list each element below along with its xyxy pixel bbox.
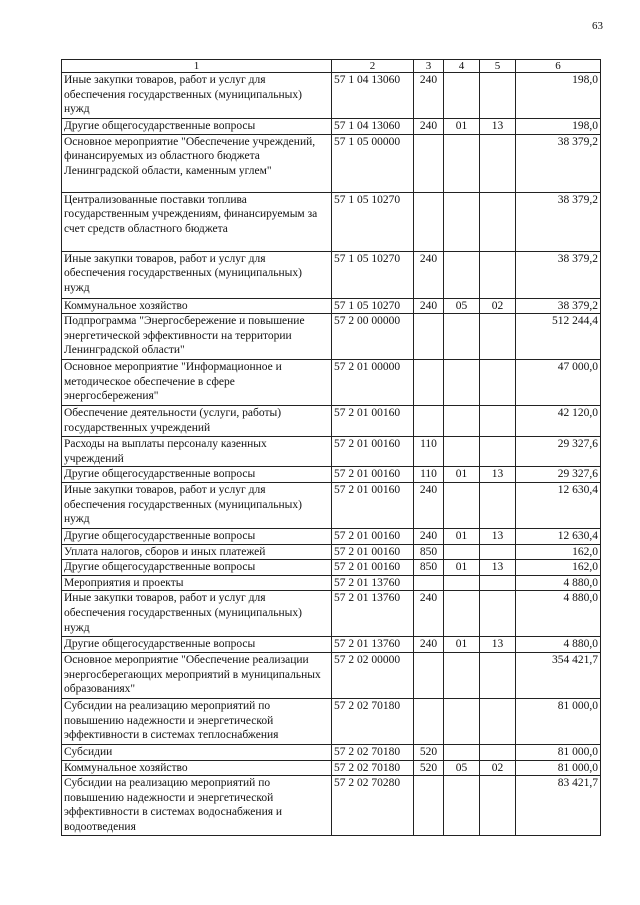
column-header-6: 6	[516, 60, 601, 73]
row-code: 57 2 02 70180	[332, 744, 414, 760]
row-name: Расходы на выплаты персоналу казенных учреждений	[62, 437, 332, 467]
row-name: Основное мероприятие "Информационное и методическое обеспечение в сфере энергосбережения"	[62, 360, 332, 406]
row-subsection	[480, 652, 516, 698]
row-expense-type	[414, 575, 444, 591]
table-row	[62, 482, 601, 528]
row-code: 57 2 01 00000	[332, 360, 414, 406]
row-expense-type: 110	[414, 467, 444, 483]
row-amount: 81 000,0	[516, 744, 601, 760]
row-section: 05	[444, 760, 480, 776]
row-amount: 38 379,2	[516, 134, 601, 192]
row-subsection: 13	[480, 119, 516, 135]
row-subsection	[480, 134, 516, 192]
row-section	[444, 744, 480, 760]
row-subsection	[480, 591, 516, 637]
row-amount: 81 000,0	[516, 698, 601, 744]
column-header-3: 3	[414, 60, 444, 73]
row-code: 57 2 02 70180	[332, 698, 414, 744]
row-subsection	[480, 575, 516, 591]
row-name: Иные закупки товаров, работ и услуг для обеспечения государственных (муниципальных) нужд	[62, 251, 332, 298]
row-code: 57 1 04 13060	[332, 73, 414, 119]
row-subsection: 02	[480, 760, 516, 776]
table-row	[62, 73, 601, 119]
row-expense-type: 850	[414, 544, 444, 560]
row-amount: 42 120,0	[516, 406, 601, 437]
row-name: Субсидии на реализацию мероприятий по повышению надежности и энергетической эффективности в системах водоснабжения и водоотведения	[62, 776, 332, 835]
row-section	[444, 251, 480, 298]
table-row	[62, 652, 601, 698]
row-subsection	[480, 744, 516, 760]
row-expense-type: 240	[414, 637, 444, 653]
row-subsection	[480, 437, 516, 467]
row-amount: 162,0	[516, 544, 601, 560]
row-name: Обеспечение деятельности (услуги, работы) государственных учреждений	[62, 406, 332, 437]
row-subsection	[480, 482, 516, 528]
row-subsection	[480, 776, 516, 835]
table-row	[62, 251, 601, 298]
row-name: Другие общегосударственные вопросы	[62, 637, 332, 653]
row-amount: 47 000,0	[516, 360, 601, 406]
table-row	[62, 134, 601, 192]
row-section	[444, 360, 480, 406]
row-expense-type: 240	[414, 298, 444, 314]
row-amount: 81 000,0	[516, 760, 601, 776]
row-name: Другие общегосударственные вопросы	[62, 119, 332, 135]
row-expense-type	[414, 134, 444, 192]
row-name: Другие общегосударственные вопросы	[62, 528, 332, 544]
row-expense-type: 520	[414, 760, 444, 776]
row-name: Иные закупки товаров, работ и услуг для обеспечения государственных (муниципальных) нужд	[62, 591, 332, 637]
table-row	[62, 637, 601, 653]
row-code: 57 2 02 70180	[332, 760, 414, 776]
row-name: Иные закупки товаров, работ и услуг для обеспечения государственных (муниципальных) нужд	[62, 73, 332, 119]
row-amount: 354 421,7	[516, 652, 601, 698]
row-expense-type: 520	[414, 744, 444, 760]
row-section	[444, 314, 480, 360]
row-section	[444, 575, 480, 591]
row-section	[444, 652, 480, 698]
row-code: 57 2 01 00160	[332, 482, 414, 528]
table-row	[62, 360, 601, 406]
row-code: 57 2 01 00160	[332, 560, 414, 576]
row-section: 01	[444, 528, 480, 544]
row-expense-type	[414, 652, 444, 698]
column-header-2: 2	[332, 60, 414, 73]
row-expense-type: 240	[414, 482, 444, 528]
row-subsection	[480, 192, 516, 251]
row-amount: 4 880,0	[516, 591, 601, 637]
row-name: Основное мероприятие "Обеспечение реализации энергосберегающих мероприятий в муниципальных образованиях"	[62, 652, 332, 698]
row-name: Другие общегосударственные вопросы	[62, 560, 332, 576]
row-section: 01	[444, 467, 480, 483]
row-subsection	[480, 544, 516, 560]
row-code: 57 2 02 00000	[332, 652, 414, 698]
row-expense-type	[414, 406, 444, 437]
row-section: 05	[444, 298, 480, 314]
row-code: 57 2 01 00160	[332, 406, 414, 437]
row-amount: 198,0	[516, 119, 601, 135]
row-code: 57 2 01 13760	[332, 637, 414, 653]
row-expense-type	[414, 698, 444, 744]
row-subsection: 13	[480, 467, 516, 483]
row-amount: 38 379,2	[516, 251, 601, 298]
row-amount: 4 880,0	[516, 637, 601, 653]
row-section	[444, 591, 480, 637]
row-name: Мероприятия и проекты	[62, 575, 332, 591]
row-section: 01	[444, 119, 480, 135]
table-row	[62, 406, 601, 437]
row-name: Другие общегосударственные вопросы	[62, 467, 332, 483]
row-expense-type: 850	[414, 560, 444, 576]
row-expense-type	[414, 314, 444, 360]
row-code: 57 2 02 70280	[332, 776, 414, 835]
table-header-row	[62, 60, 601, 73]
table-row	[62, 698, 601, 744]
row-name: Подпрограмма "Энергосбережение и повышение энергетической эффективности на территории Ленинградской области"	[62, 314, 332, 360]
row-section	[444, 544, 480, 560]
row-name: Субсидии	[62, 744, 332, 760]
row-section	[444, 698, 480, 744]
row-section	[444, 73, 480, 119]
row-section	[444, 437, 480, 467]
row-code: 57 1 05 10270	[332, 298, 414, 314]
row-name: Основное мероприятие "Обеспечение учреждений, финансируемых из областного бюджета Ленинградской области, каменным углем"	[62, 134, 332, 192]
row-section: 01	[444, 637, 480, 653]
row-subsection	[480, 360, 516, 406]
table-row	[62, 467, 601, 483]
row-expense-type: 240	[414, 528, 444, 544]
row-code: 57 2 01 00160	[332, 528, 414, 544]
page-number: 63	[592, 20, 603, 32]
row-expense-type: 240	[414, 251, 444, 298]
table-row	[62, 591, 601, 637]
row-code: 57 2 01 00160	[332, 437, 414, 467]
row-code: 57 2 01 13760	[332, 575, 414, 591]
row-code: 57 2 01 00160	[332, 467, 414, 483]
row-subsection: 13	[480, 560, 516, 576]
row-expense-type: 240	[414, 591, 444, 637]
row-name: Субсидии на реализацию мероприятий по повышению надежности и энергетической эффективности в системах теплоснабжения	[62, 698, 332, 744]
table-row	[62, 437, 601, 467]
row-amount: 162,0	[516, 560, 601, 576]
column-header-1: 1	[62, 60, 332, 73]
row-section	[444, 482, 480, 528]
row-code: 57 2 01 00160	[332, 544, 414, 560]
table-row	[62, 119, 601, 135]
table-row	[62, 314, 601, 360]
row-section: 01	[444, 560, 480, 576]
row-name: Коммунальное хозяйство	[62, 298, 332, 314]
row-amount: 38 379,2	[516, 298, 601, 314]
row-subsection: 13	[480, 637, 516, 653]
table-row	[62, 575, 601, 591]
row-code: 57 2 00 00000	[332, 314, 414, 360]
row-subsection	[480, 73, 516, 119]
column-header-4: 4	[444, 60, 480, 73]
row-amount: 29 327,6	[516, 467, 601, 483]
table-row	[62, 298, 601, 314]
row-section	[444, 134, 480, 192]
column-header-5: 5	[480, 60, 516, 73]
row-code: 57 1 05 10270	[332, 251, 414, 298]
row-amount: 38 379,2	[516, 192, 601, 251]
table-row	[62, 760, 601, 776]
row-expense-type: 240	[414, 73, 444, 119]
row-expense-type	[414, 776, 444, 835]
row-name: Централизованные поставки топлива государственным учреждениям, финансируемым за счет средств областного бюджета	[62, 192, 332, 251]
row-section	[444, 406, 480, 437]
row-code: 57 2 01 13760	[332, 591, 414, 637]
row-subsection	[480, 406, 516, 437]
row-subsection	[480, 698, 516, 744]
row-code: 57 1 05 00000	[332, 134, 414, 192]
table-row	[62, 560, 601, 576]
row-subsection	[480, 251, 516, 298]
table-row	[62, 528, 601, 544]
table-row	[62, 544, 601, 560]
row-name: Уплата налогов, сборов и иных платежей	[62, 544, 332, 560]
row-section	[444, 192, 480, 251]
row-amount: 12 630,4	[516, 528, 601, 544]
row-amount: 198,0	[516, 73, 601, 119]
table-row	[62, 776, 601, 835]
table-row	[62, 192, 601, 251]
row-amount: 4 880,0	[516, 575, 601, 591]
row-code: 57 1 04 13060	[332, 119, 414, 135]
row-amount: 512 244,4	[516, 314, 601, 360]
row-subsection: 02	[480, 298, 516, 314]
row-amount: 29 327,6	[516, 437, 601, 467]
row-expense-type: 240	[414, 119, 444, 135]
row-name: Коммунальное хозяйство	[62, 760, 332, 776]
budget-table	[61, 59, 601, 836]
row-name: Иные закупки товаров, работ и услуг для обеспечения государственных (муниципальных) нужд	[62, 482, 332, 528]
row-subsection: 13	[480, 528, 516, 544]
row-amount: 12 630,4	[516, 482, 601, 528]
row-expense-type: 110	[414, 437, 444, 467]
row-amount: 83 421,7	[516, 776, 601, 835]
row-expense-type	[414, 360, 444, 406]
row-section	[444, 776, 480, 835]
row-code: 57 1 05 10270	[332, 192, 414, 251]
row-subsection	[480, 314, 516, 360]
table-row	[62, 744, 601, 760]
row-expense-type	[414, 192, 444, 251]
